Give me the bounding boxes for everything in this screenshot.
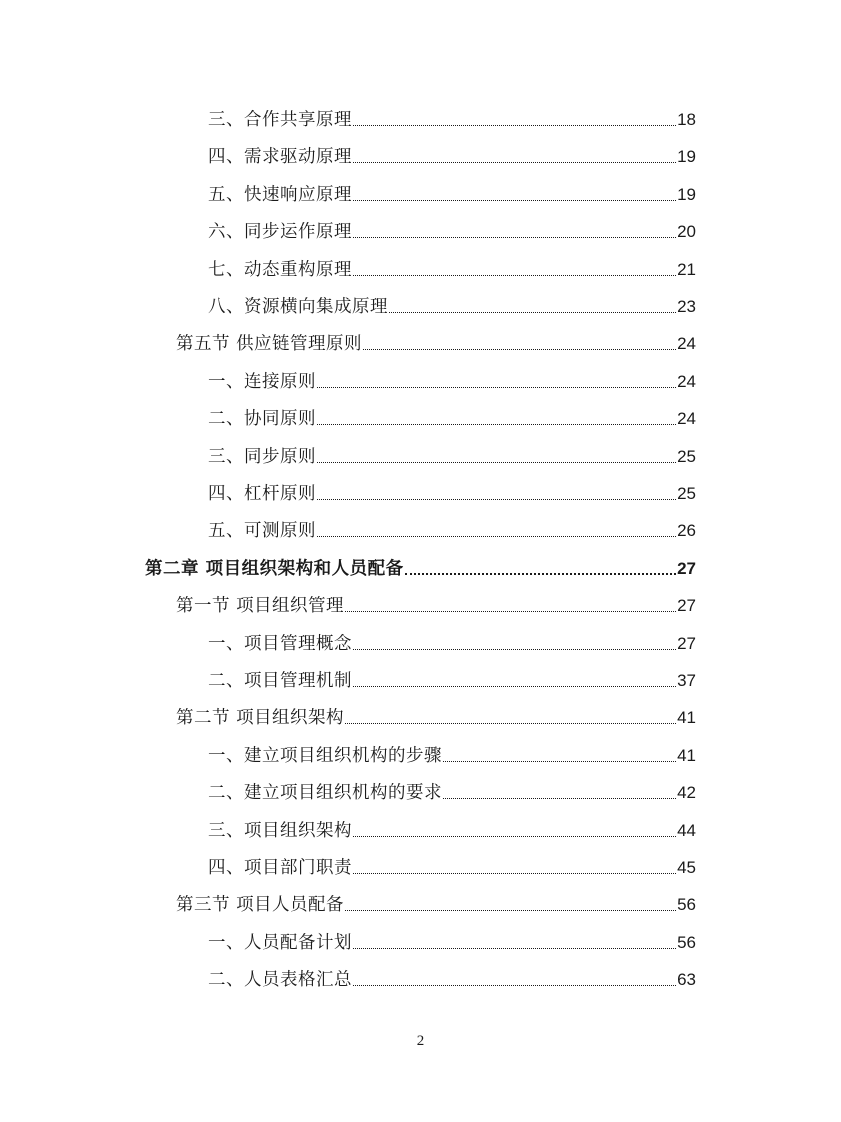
- toc-dot-leader: [317, 424, 676, 425]
- toc-entry[interactable]: [208, 849, 696, 879]
- toc-entry[interactable]: [145, 550, 696, 580]
- toc-entry[interactable]: [208, 438, 696, 468]
- toc-entry-title: 一、建立项目组织机构的步骤: [208, 745, 442, 766]
- toc-entry-page: 27: [677, 633, 696, 653]
- toc-entry-page: 37: [677, 671, 696, 690]
- toc-entry-page: 42: [677, 783, 696, 803]
- toc-entry[interactable]: [176, 886, 696, 916]
- toc-dot-leader: [353, 237, 676, 238]
- toc-entry-page: 44: [677, 820, 696, 840]
- toc-dot-leader: [353, 686, 676, 687]
- toc-entry-title: 八、资源横向集成原理: [208, 297, 388, 317]
- toc-entry-page: 25: [677, 446, 696, 466]
- toc-entry-title: 二、协同原则: [208, 409, 316, 430]
- toc-dot-leader: [405, 573, 676, 575]
- toc-dot-leader: [317, 462, 676, 463]
- toc-entry[interactable]: [208, 288, 696, 318]
- toc-entry-title: 三、同步原则: [208, 446, 316, 467]
- toc-dot-leader: [353, 836, 676, 837]
- toc-entry-title: 五、可测原则: [208, 521, 316, 542]
- toc-entry-title: 一、项目管理概念: [208, 633, 352, 654]
- toc-dot-leader: [353, 873, 676, 874]
- toc-entry[interactable]: [208, 662, 696, 692]
- toc-entry[interactable]: [208, 475, 696, 505]
- toc-entry[interactable]: [208, 737, 696, 767]
- toc-dot-leader: [353, 200, 676, 201]
- toc-entry[interactable]: [208, 625, 696, 655]
- toc-entry-page: 24: [677, 409, 696, 429]
- toc-entry[interactable]: [208, 251, 696, 281]
- toc-dot-leader: [389, 312, 676, 313]
- toc-dot-leader: [345, 723, 676, 724]
- toc-entry-page: 63: [677, 970, 696, 990]
- toc-entry-page: 24: [677, 334, 696, 354]
- toc-entry-page: 25: [677, 484, 696, 503]
- toc-dot-leader: [345, 611, 676, 612]
- toc-entry-title: 三、合作共享原理: [208, 110, 352, 130]
- toc-dot-leader: [353, 649, 676, 650]
- toc-entry[interactable]: [208, 924, 696, 954]
- toc-entry-page: 26: [677, 521, 696, 541]
- toc-entry-page: 20: [677, 222, 696, 242]
- toc-entry-title: 三、项目组织架构: [208, 820, 352, 841]
- toc-entry-page: 19: [677, 184, 696, 204]
- toc-entry[interactable]: [208, 363, 696, 393]
- toc-dot-leader: [353, 162, 676, 163]
- toc-entry-title: 二、建立项目组织机构的要求: [208, 783, 442, 804]
- toc-entry-title: 四、项目部门职责: [208, 858, 352, 878]
- toc-entry[interactable]: [208, 138, 696, 168]
- toc-entry-page: 27: [677, 558, 696, 578]
- toc-entry-title: 第一节 项目组织管理: [176, 596, 345, 617]
- toc-entry[interactable]: [208, 812, 696, 842]
- toc-entry[interactable]: [176, 699, 696, 729]
- toc-entry-page: 56: [677, 895, 696, 915]
- toc-entry-title: 六、同步运作原理: [208, 222, 352, 243]
- toc-entry-page: 45: [677, 858, 696, 877]
- toc-entry[interactable]: [208, 101, 696, 131]
- toc-dot-leader: [317, 499, 676, 500]
- toc-entry-title: 一、人员配备计划: [208, 932, 352, 953]
- toc-entry[interactable]: [208, 512, 696, 542]
- toc-entry-page: 21: [677, 259, 696, 279]
- toc-entry[interactable]: [176, 587, 696, 617]
- toc-entry-page: 19: [677, 147, 696, 167]
- toc-entry-title: 一、连接原则: [208, 371, 316, 392]
- toc-dot-leader: [345, 910, 676, 911]
- toc-entry-page: 18: [677, 110, 696, 129]
- toc-dot-leader: [353, 985, 676, 986]
- toc-entry-title: 二、项目管理机制: [208, 671, 352, 691]
- toc-entry-title: 第五节 供应链管理原则: [176, 334, 363, 355]
- toc-entry-title: 第三节 项目人员配备: [176, 895, 345, 916]
- toc-entry[interactable]: [176, 325, 696, 355]
- toc-dot-leader: [443, 761, 676, 762]
- toc-entry-title: 四、杠杆原则: [208, 484, 316, 504]
- toc-entry-page: 56: [677, 932, 696, 952]
- toc-entry-page: 41: [677, 745, 696, 765]
- toc-entry-title: 五、快速响应原理: [208, 184, 352, 205]
- toc-dot-leader: [353, 948, 676, 949]
- toc-dot-leader: [317, 387, 676, 388]
- toc-entry-title: 第二节 项目组织架构: [176, 708, 345, 729]
- toc-entry[interactable]: [208, 213, 696, 243]
- toc-dot-leader: [443, 798, 676, 799]
- toc-entry[interactable]: [208, 961, 696, 991]
- toc-entry-page: 27: [677, 596, 696, 616]
- toc-entry[interactable]: [208, 400, 696, 430]
- toc-entry-page: 41: [677, 708, 696, 728]
- toc-entry-title: 四、需求驱动原理: [208, 147, 352, 168]
- toc-entry-page: 24: [677, 371, 696, 391]
- toc-dot-leader: [353, 125, 676, 126]
- toc-entry-page: 23: [677, 297, 696, 316]
- toc-dot-leader: [363, 349, 676, 350]
- toc-entry[interactable]: [208, 176, 696, 206]
- toc-dot-leader: [353, 275, 676, 276]
- page-number: 2: [416, 1033, 425, 1049]
- toc-entry[interactable]: [208, 774, 696, 804]
- toc-entry-title: 第二章 项目组织架构和人员配备: [145, 558, 404, 579]
- toc-dot-leader: [317, 536, 676, 537]
- toc-entry-title: 七、动态重构原理: [208, 259, 352, 280]
- toc-entry-title: 二、人员表格汇总: [208, 970, 352, 991]
